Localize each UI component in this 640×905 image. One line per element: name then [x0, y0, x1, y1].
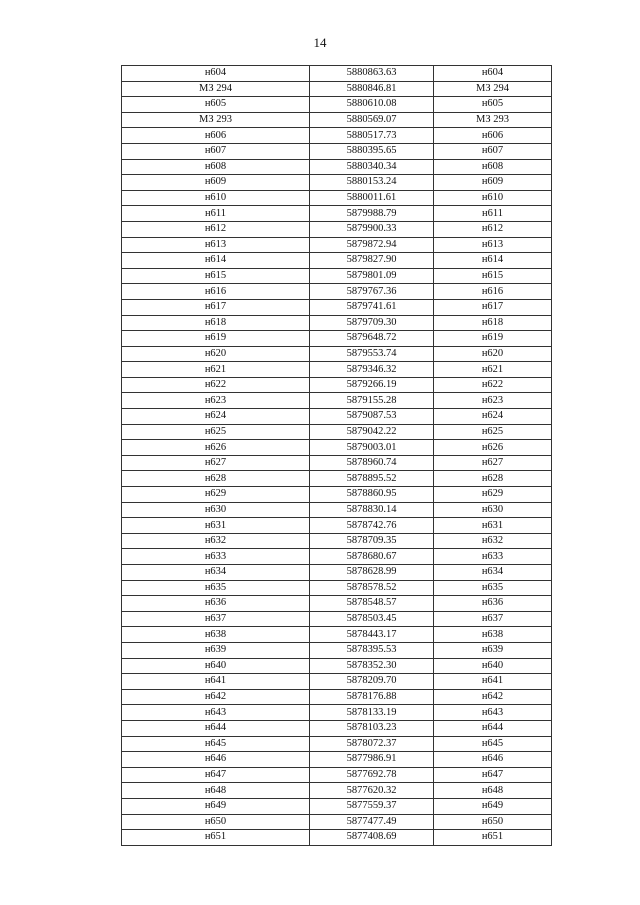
point-label-cell: МЗ 293 [434, 112, 552, 128]
coordinate-value-cell: 5879553.74 [310, 346, 434, 362]
point-label-cell: н611 [434, 206, 552, 222]
point-label-cell: н644 [122, 720, 310, 736]
table-row [122, 143, 552, 159]
table-row [122, 81, 552, 97]
point-label-cell: н641 [434, 674, 552, 690]
point-label-cell: н615 [122, 268, 310, 284]
point-label-cell: н643 [434, 705, 552, 721]
table-row [122, 767, 552, 783]
point-label-cell: н616 [434, 284, 552, 300]
coordinate-value-cell: 5878548.57 [310, 596, 434, 612]
page-number: 14 [313, 35, 327, 50]
point-label-cell: н623 [434, 393, 552, 409]
table-row [122, 502, 552, 518]
point-label-cell: н619 [122, 331, 310, 347]
table-row [122, 315, 552, 331]
point-label-cell: н625 [434, 424, 552, 440]
point-label-cell: н626 [434, 440, 552, 456]
point-label-cell: н634 [434, 565, 552, 581]
coordinate-value-cell: 5880153.24 [310, 175, 434, 191]
coordinate-value-cell: 5879087.53 [310, 409, 434, 425]
point-label-cell: н635 [122, 580, 310, 596]
coordinate-value-cell: 5880846.81 [310, 81, 434, 97]
coordinate-value-cell: 5879648.72 [310, 331, 434, 347]
table-row [122, 159, 552, 175]
point-label-cell: н645 [122, 736, 310, 752]
point-label-cell: н632 [434, 533, 552, 549]
table-row [122, 720, 552, 736]
point-label-cell: н648 [434, 783, 552, 799]
coordinate-value-cell: 5879042.22 [310, 424, 434, 440]
coordinate-value-cell: 5878443.17 [310, 627, 434, 643]
coordinate-value-cell: 5878503.45 [310, 611, 434, 627]
table-row [122, 471, 552, 487]
coordinate-value-cell: 5880863.63 [310, 66, 434, 82]
point-label-cell: н647 [122, 767, 310, 783]
coordinate-value-cell: 5879741.61 [310, 299, 434, 315]
point-label-cell: н612 [122, 221, 310, 237]
point-label-cell: н622 [122, 377, 310, 393]
point-label-cell: н631 [434, 518, 552, 534]
point-label-cell: н630 [122, 502, 310, 518]
table-row [122, 284, 552, 300]
table-row [122, 798, 552, 814]
table-row [122, 393, 552, 409]
coordinate-value-cell: 5880395.65 [310, 143, 434, 159]
point-label-cell: н629 [122, 487, 310, 503]
point-label-cell: н643 [122, 705, 310, 721]
point-label-cell: н618 [434, 315, 552, 331]
table-row [122, 596, 552, 612]
point-label-cell: н620 [122, 346, 310, 362]
point-label-cell: н609 [122, 175, 310, 191]
point-label-cell: н607 [434, 143, 552, 159]
point-label-cell: н605 [122, 97, 310, 113]
coordinate-value-cell: 5879988.79 [310, 206, 434, 222]
table-row [122, 752, 552, 768]
point-label-cell: н639 [434, 642, 552, 658]
point-label-cell: н631 [122, 518, 310, 534]
point-label-cell: н605 [434, 97, 552, 113]
coordinate-value-cell: 5879872.94 [310, 237, 434, 253]
coordinate-value-cell: 5879767.36 [310, 284, 434, 300]
point-label-cell: н640 [122, 658, 310, 674]
point-label-cell: н636 [434, 596, 552, 612]
coordinate-value-cell: 5878133.19 [310, 705, 434, 721]
point-label-cell: н604 [122, 66, 310, 82]
point-label-cell: н625 [122, 424, 310, 440]
table-row [122, 440, 552, 456]
coordinate-value-cell: 5878830.14 [310, 502, 434, 518]
point-label-cell: н638 [434, 627, 552, 643]
coordinate-value-cell: 5878742.76 [310, 518, 434, 534]
point-label-cell: н629 [434, 487, 552, 503]
point-label-cell: н636 [122, 596, 310, 612]
point-label-cell: н644 [434, 720, 552, 736]
coordinate-value-cell: 5878578.52 [310, 580, 434, 596]
table-row [122, 674, 552, 690]
table-row [122, 658, 552, 674]
point-label-cell: н621 [434, 362, 552, 378]
point-label-cell: н633 [122, 549, 310, 565]
point-label-cell: н626 [122, 440, 310, 456]
table-row [122, 175, 552, 191]
coordinate-value-cell: 5878680.67 [310, 549, 434, 565]
coordinate-value-cell: 5879346.32 [310, 362, 434, 378]
coordinate-value-cell: 5877477.49 [310, 814, 434, 830]
table-row [122, 565, 552, 581]
table-row [122, 814, 552, 830]
point-label-cell: н649 [122, 798, 310, 814]
coordinate-value-cell: 5878395.53 [310, 642, 434, 658]
point-label-cell: н608 [122, 159, 310, 175]
coordinate-value-cell: 5879827.90 [310, 253, 434, 269]
point-label-cell: н627 [434, 455, 552, 471]
coordinate-value-cell: 5877692.78 [310, 767, 434, 783]
point-label-cell: н647 [434, 767, 552, 783]
point-label-cell: н637 [434, 611, 552, 627]
point-label-cell: н610 [122, 190, 310, 206]
point-label-cell: н638 [122, 627, 310, 643]
table-row [122, 221, 552, 237]
point-label-cell: МЗ 293 [122, 112, 310, 128]
point-label-cell: н615 [434, 268, 552, 284]
point-label-cell: н633 [434, 549, 552, 565]
table-row [122, 331, 552, 347]
table-row [122, 627, 552, 643]
table-row [122, 112, 552, 128]
table-row [122, 611, 552, 627]
table-row [122, 409, 552, 425]
table-row [122, 190, 552, 206]
point-label-cell: н621 [122, 362, 310, 378]
table-row [122, 206, 552, 222]
coordinate-value-cell: 5879801.09 [310, 268, 434, 284]
point-label-cell: н642 [434, 689, 552, 705]
coordinates-table-body [122, 66, 552, 846]
point-label-cell: н623 [122, 393, 310, 409]
table-row [122, 705, 552, 721]
point-label-cell: МЗ 294 [122, 81, 310, 97]
table-row [122, 689, 552, 705]
coordinate-value-cell: 5877408.69 [310, 830, 434, 846]
point-label-cell: н649 [434, 798, 552, 814]
coordinate-value-cell: 5880340.34 [310, 159, 434, 175]
table-row [122, 299, 552, 315]
table-row [122, 97, 552, 113]
point-label-cell: н619 [434, 331, 552, 347]
point-label-cell: н622 [434, 377, 552, 393]
coordinates-table [121, 65, 552, 846]
point-label-cell: н608 [434, 159, 552, 175]
point-label-cell: н651 [434, 830, 552, 846]
point-label-cell: н632 [122, 533, 310, 549]
coordinate-value-cell: 5879709.30 [310, 315, 434, 331]
coordinate-value-cell: 5878860.95 [310, 487, 434, 503]
point-label-cell: н630 [434, 502, 552, 518]
table-row [122, 830, 552, 846]
coordinate-value-cell: 5880517.73 [310, 128, 434, 144]
point-label-cell: н609 [434, 175, 552, 191]
coordinate-value-cell: 5878709.35 [310, 533, 434, 549]
point-label-cell: н628 [122, 471, 310, 487]
coordinate-value-cell: 5878352.30 [310, 658, 434, 674]
point-label-cell: н645 [434, 736, 552, 752]
coordinate-value-cell: 5878628.99 [310, 565, 434, 581]
point-label-cell: н641 [122, 674, 310, 690]
coordinate-value-cell: 5878209.70 [310, 674, 434, 690]
coordinate-value-cell: 5878895.52 [310, 471, 434, 487]
point-label-cell: н617 [434, 299, 552, 315]
point-label-cell: н604 [434, 66, 552, 82]
table-row [122, 362, 552, 378]
table-row [122, 736, 552, 752]
point-label-cell: н611 [122, 206, 310, 222]
coordinate-value-cell: 5880610.08 [310, 97, 434, 113]
point-label-cell: н637 [122, 611, 310, 627]
point-label-cell: н627 [122, 455, 310, 471]
point-label-cell: н613 [122, 237, 310, 253]
point-label-cell: н606 [122, 128, 310, 144]
coordinate-value-cell: 5879003.01 [310, 440, 434, 456]
table-row [122, 377, 552, 393]
point-label-cell: н616 [122, 284, 310, 300]
coordinate-value-cell: 5878103.23 [310, 720, 434, 736]
coordinate-value-cell: 5878960.74 [310, 455, 434, 471]
table-row [122, 518, 552, 534]
table-row [122, 487, 552, 503]
table-row [122, 424, 552, 440]
point-label-cell: н646 [434, 752, 552, 768]
point-label-cell: н650 [122, 814, 310, 830]
point-label-cell: н620 [434, 346, 552, 362]
point-label-cell: н651 [122, 830, 310, 846]
point-label-cell: н628 [434, 471, 552, 487]
coordinate-value-cell: 5879900.33 [310, 221, 434, 237]
point-label-cell: н642 [122, 689, 310, 705]
table-row [122, 253, 552, 269]
table-row [122, 533, 552, 549]
coordinate-value-cell: 5880011.61 [310, 190, 434, 206]
point-label-cell: н639 [122, 642, 310, 658]
table-row [122, 642, 552, 658]
point-label-cell: н640 [434, 658, 552, 674]
table-row [122, 237, 552, 253]
coordinate-value-cell: 5878072.37 [310, 736, 434, 752]
table-row [122, 549, 552, 565]
point-label-cell: н610 [434, 190, 552, 206]
point-label-cell: н624 [434, 409, 552, 425]
table-row [122, 580, 552, 596]
point-label-cell: н635 [434, 580, 552, 596]
point-label-cell: н624 [122, 409, 310, 425]
point-label-cell: н634 [122, 565, 310, 581]
point-label-cell: н614 [122, 253, 310, 269]
coordinate-value-cell: 5880569.07 [310, 112, 434, 128]
table-row [122, 783, 552, 799]
table-row [122, 128, 552, 144]
point-label-cell: н618 [122, 315, 310, 331]
point-label-cell: н648 [122, 783, 310, 799]
point-label-cell: н614 [434, 253, 552, 269]
coordinate-value-cell: 5877986.91 [310, 752, 434, 768]
point-label-cell: н612 [434, 221, 552, 237]
table-row [122, 66, 552, 82]
point-label-cell: н617 [122, 299, 310, 315]
point-label-cell: МЗ 294 [434, 81, 552, 97]
point-label-cell: н607 [122, 143, 310, 159]
point-label-cell: н650 [434, 814, 552, 830]
coordinate-value-cell: 5878176.88 [310, 689, 434, 705]
point-label-cell: н613 [434, 237, 552, 253]
table-row [122, 268, 552, 284]
coordinate-value-cell: 5877620.32 [310, 783, 434, 799]
table-row [122, 455, 552, 471]
coordinate-value-cell: 5877559.37 [310, 798, 434, 814]
coordinate-value-cell: 5879155.28 [310, 393, 434, 409]
point-label-cell: н646 [122, 752, 310, 768]
table-row [122, 346, 552, 362]
coordinate-value-cell: 5879266.19 [310, 377, 434, 393]
point-label-cell: н606 [434, 128, 552, 144]
